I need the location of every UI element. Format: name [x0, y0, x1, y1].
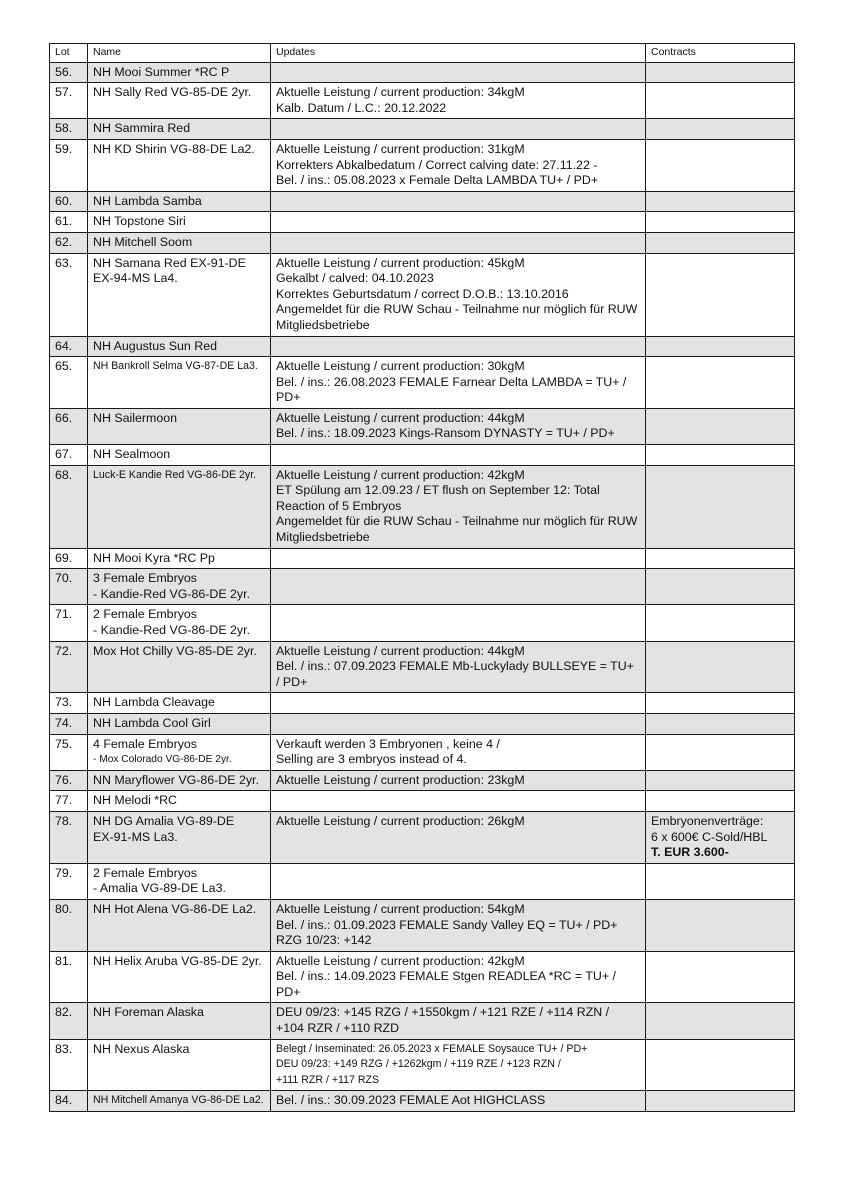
contracts-cell: [646, 191, 795, 212]
name-cell: [88, 734, 271, 770]
cell-line: NH Mooi Summer *RC P: [93, 64, 230, 79]
name-cell: [88, 119, 271, 140]
name-cell: [88, 863, 271, 899]
table-row: [50, 734, 795, 770]
updates-cell: [271, 253, 646, 336]
table-row: [50, 770, 795, 791]
updates-cell: [271, 1039, 646, 1091]
table-row: [50, 232, 795, 253]
name-cell: [88, 357, 271, 409]
name-cell: [88, 1091, 271, 1112]
lots-table: [49, 43, 795, 1112]
updates-cell: [271, 605, 646, 641]
cell-line: Verkauft werden 3 Embryonen , keine 4 /: [276, 736, 500, 751]
table-row: [50, 62, 795, 83]
cell-line: NH Mitchell Soom: [93, 234, 193, 249]
table-row: [50, 336, 795, 357]
lot-cell: 69.: [50, 548, 88, 569]
name-cell: [88, 408, 271, 444]
name-cell: [88, 791, 271, 812]
updates-cell: [271, 139, 646, 191]
lot-cell: 60.: [50, 191, 88, 212]
cell-line: Korrekters Abkalbedatum / Correct calving date: 27.11.22 -: [276, 157, 598, 172]
name-cell: [88, 713, 271, 734]
cell-line: Gekalbt / calved: 04.10.2023: [276, 271, 434, 286]
cell-line: NH Bankroll Selma VG-87-DE La3.: [93, 360, 258, 373]
cell-line: Bel. / ins.: 07.09.2023 FEMALE Mb-Luckylady BULLSEYE = TU+ / PD+: [276, 659, 634, 689]
name-cell: [88, 62, 271, 83]
lot-cell: 83.: [50, 1039, 88, 1091]
cell-line: DEU 09/23: +149 RZG / +1262kgm / +119 RZE / +123 RZN /: [276, 1058, 561, 1071]
contracts-cell: [646, 139, 795, 191]
header-row: [50, 44, 795, 63]
cell-line: NH Mitchell Amanya VG-86-DE La2.: [93, 1094, 264, 1107]
name-cell: [88, 253, 271, 336]
header-name: Name: [88, 44, 271, 63]
table-row: [50, 465, 795, 548]
cell-line: NH Helix Aruba VG-85-DE 2yr.: [93, 953, 262, 968]
cell-line: Aktuelle Leistung / current production: 31kgM: [276, 141, 525, 156]
updates-cell: [271, 119, 646, 140]
contracts-cell: [646, 1003, 795, 1039]
table-row: [50, 191, 795, 212]
cell-line: Selling are 3 embryos instead of 4.: [276, 752, 467, 767]
name-cell: [88, 605, 271, 641]
updates-cell: [271, 445, 646, 466]
cell-line: Aktuelle Leistung / current production: 30kgM: [276, 359, 525, 374]
cell-line: Bel. / ins.: 14.09.2023 FEMALE Stgen READLEA *RC = TU+ / PD+: [276, 969, 616, 999]
cell-line: - Kandie-Red VG-86-DE 2yr.: [93, 586, 251, 601]
updates-cell: [271, 357, 646, 409]
name-cell: [88, 83, 271, 119]
lot-cell: 72.: [50, 641, 88, 693]
table-row: [50, 693, 795, 714]
contracts-cell: [646, 605, 795, 641]
name-cell: [88, 336, 271, 357]
cell-line: NH DG Amalia VG-89-DE: [93, 813, 235, 828]
cell-line: Mox Hot Chilly VG-85-DE 2yr.: [93, 643, 257, 658]
updates-cell: [271, 548, 646, 569]
updates-cell: [271, 811, 646, 863]
lot-cell: 68.: [50, 465, 88, 548]
lot-cell: 84.: [50, 1091, 88, 1112]
cell-line: NH Nexus Alaska: [93, 1041, 190, 1056]
table-row: [50, 445, 795, 466]
updates-cell: [271, 713, 646, 734]
table-row: [50, 791, 795, 812]
name-cell: [88, 951, 271, 1003]
lot-cell: 63.: [50, 253, 88, 336]
lot-cell: 71.: [50, 605, 88, 641]
lot-cell: 57.: [50, 83, 88, 119]
table-row: [50, 212, 795, 233]
updates-cell: [271, 336, 646, 357]
lot-cell: 82.: [50, 1003, 88, 1039]
name-cell: [88, 693, 271, 714]
cell-line: 2 Female Embryos: [93, 865, 197, 880]
contracts-cell: [646, 791, 795, 812]
table-row: [50, 605, 795, 641]
name-cell: [88, 191, 271, 212]
cell-line: Bel. / ins.: 30.09.2023 FEMALE Aot HIGHCLASS: [276, 1093, 546, 1108]
table-row: [50, 863, 795, 899]
lot-cell: 58.: [50, 119, 88, 140]
cell-line: NH Sally Red VG-85-DE 2yr.: [93, 85, 252, 100]
cell-line: Embryonenverträge:: [651, 813, 764, 828]
cell-line: EX-94-MS La4.: [93, 271, 178, 286]
lot-cell: 77.: [50, 791, 88, 812]
updates-cell: [271, 83, 646, 119]
updates-cell: [271, 1003, 646, 1039]
contracts-cell: [646, 811, 795, 863]
cell-line: Angemeldet für die RUW Schau - Teilnahme nur möglich für RUW Mitgliedsbetriebe: [276, 514, 638, 545]
updates-cell: [271, 734, 646, 770]
table-body: [50, 62, 795, 1111]
contracts-cell: [646, 408, 795, 444]
cell-line: NH Topstone Siri: [93, 214, 186, 229]
cell-line: Aktuelle Leistung / current production: 42kgM: [276, 953, 525, 968]
table-row: [50, 119, 795, 140]
cell-line: Aktuelle Leistung / current production: 54kgM: [276, 901, 525, 916]
contracts-cell: [646, 863, 795, 899]
name-cell: [88, 1003, 271, 1039]
cell-line: NH Sealmoon: [93, 447, 171, 462]
cell-line: RZG 10/23: +142: [276, 933, 372, 948]
cell-line: Bel. / ins.: 01.09.2023 FEMALE Sandy Valley EQ = TU+ / PD+: [276, 917, 618, 932]
contracts-cell: [646, 253, 795, 336]
name-cell: [88, 899, 271, 951]
header-updates: Updates: [271, 44, 646, 63]
contracts-cell: [646, 1091, 795, 1112]
name-cell: [88, 569, 271, 605]
name-cell: [88, 232, 271, 253]
contracts-cell: [646, 713, 795, 734]
contracts-cell: [646, 734, 795, 770]
cell-line: 4 Female Embryos: [93, 736, 197, 751]
lot-cell: 62.: [50, 232, 88, 253]
cell-line: NH Foreman Alaska: [93, 1005, 204, 1020]
cell-line: - Kandie-Red VG-86-DE 2yr.: [93, 623, 251, 637]
table-row: [50, 1003, 795, 1039]
cell-line: - Amalia VG-89-DE La3.: [93, 881, 226, 896]
contracts-cell: [646, 899, 795, 951]
cell-line: NH Hot Alena VG-86-DE La2.: [93, 901, 257, 916]
name-cell: [88, 641, 271, 693]
contracts-cell: [646, 357, 795, 409]
contracts-cell: [646, 232, 795, 253]
updates-cell: [271, 569, 646, 605]
table-row: [50, 357, 795, 409]
contracts-cell: [646, 465, 795, 548]
name-cell: [88, 548, 271, 569]
lot-cell: 73.: [50, 693, 88, 714]
updates-cell: [271, 212, 646, 233]
table-row: [50, 899, 795, 951]
lot-cell: 74.: [50, 713, 88, 734]
lot-cell: 79.: [50, 863, 88, 899]
contracts-cell: [646, 336, 795, 357]
cell-line: Aktuelle Leistung / current production: 34kgM: [276, 85, 525, 100]
cell-line: +111 RZR / +117 RZS: [276, 1073, 380, 1086]
contracts-cell: [646, 445, 795, 466]
cell-line: NH Lambda Cool Girl: [93, 715, 211, 730]
name-cell: [88, 465, 271, 548]
contracts-cell: [646, 212, 795, 233]
cell-line: Korrektes Geburtsdatum / correct D.O.B.: 13.10.2016: [276, 286, 569, 301]
contracts-cell: [646, 83, 795, 119]
cell-line: 6 x 600€ C-Sold/HBL: [651, 829, 768, 844]
lot-cell: 76.: [50, 770, 88, 791]
cell-line: 3 Female Embryos: [93, 571, 197, 586]
cell-line: +104 RZR / +110 RZD: [276, 1021, 400, 1036]
table-row: [50, 569, 795, 605]
cell-line: Aktuelle Leistung / current production: 44kgM: [276, 643, 525, 658]
contracts-cell: [646, 548, 795, 569]
contracts-cell: [646, 62, 795, 83]
cell-line: NH Lambda Samba: [93, 193, 202, 208]
table-row: [50, 408, 795, 444]
table-row: [50, 548, 795, 569]
lot-cell: 64.: [50, 336, 88, 357]
cell-line: NH Lambda Cleavage: [93, 695, 215, 710]
cell-line: Aktuelle Leistung / current production: 45kgM: [276, 255, 525, 270]
lot-cell: 56.: [50, 62, 88, 83]
table-row: [50, 139, 795, 191]
cell-line: NH Samana Red EX-91-DE: [93, 255, 246, 270]
updates-cell: [271, 465, 646, 548]
cell-line: Belegt / Inseminated: 26.05.2023 x FEMALE Soysauce TU+ / PD+: [276, 1042, 588, 1055]
updates-cell: [271, 770, 646, 791]
lot-cell: 66.: [50, 408, 88, 444]
table-row: [50, 811, 795, 863]
lot-cell: 70.: [50, 569, 88, 605]
header-lot: Lot: [50, 44, 88, 63]
table-row: [50, 713, 795, 734]
cell-line: T. EUR 3.600-: [651, 845, 729, 860]
cell-line: EX-91-MS La3.: [93, 829, 178, 844]
lot-cell: 61.: [50, 212, 88, 233]
name-cell: [88, 811, 271, 863]
cell-line: Bel. / ins.: 18.09.2023 Kings-Ransom DYNASTY = TU+ / PD+: [276, 426, 615, 441]
updates-cell: [271, 191, 646, 212]
cell-line: - Mox Colorado VG-86-DE 2yr.: [93, 754, 232, 766]
cell-line: NN Maryflower VG-86-DE 2yr.: [93, 772, 259, 787]
cell-line: Bel. / ins.: 26.08.2023 FEMALE Farnear Delta LAMBDA = TU+ / PD+: [276, 374, 627, 405]
cell-line: Aktuelle Leistung / current production: 42kgM: [276, 467, 525, 482]
cell-line: NH Sammira Red: [93, 121, 191, 136]
contracts-cell: [646, 951, 795, 1003]
cell-line: NH Mooi Kyra *RC Pp: [93, 550, 215, 565]
cell-line: NH KD Shirin VG-88-DE La2.: [93, 141, 255, 156]
updates-cell: [271, 791, 646, 812]
cell-line: DEU 09/23: +145 RZG / +1550kgm / +121 RZE / +114 RZN /: [276, 1005, 610, 1020]
lot-cell: 80.: [50, 899, 88, 951]
updates-cell: [271, 1091, 646, 1112]
table-row: [50, 1091, 795, 1112]
name-cell: [88, 212, 271, 233]
name-cell: [88, 1039, 271, 1091]
cell-line: 2 Female Embryos: [93, 607, 197, 622]
lot-cell: 67.: [50, 445, 88, 466]
header-contracts: Contracts: [646, 44, 795, 63]
updates-cell: [271, 408, 646, 444]
cell-line: Bel. / ins.: 05.08.2023 x Female Delta LAMBDA TU+ / PD+: [276, 173, 599, 188]
name-cell: [88, 445, 271, 466]
table-row: [50, 951, 795, 1003]
cell-line: NH Augustus Sun Red: [93, 338, 217, 353]
cell-line: Aktuelle Leistung / current production: 44kgM: [276, 410, 525, 425]
updates-cell: [271, 951, 646, 1003]
contracts-cell: [646, 569, 795, 605]
lot-cell: 78.: [50, 811, 88, 863]
table-row: [50, 1039, 795, 1091]
cell-line: NH Sailermoon: [93, 410, 178, 425]
updates-cell: [271, 232, 646, 253]
updates-cell: [271, 641, 646, 693]
cell-line: Angemeldet für die RUW Schau - Teilnahme nur möglich für RUW Mitgliedsbetriebe: [276, 302, 638, 332]
cell-line: Kalb. Datum / L.C.: 20.12.2022: [276, 100, 447, 115]
table-row: [50, 253, 795, 336]
updates-cell: [271, 899, 646, 951]
updates-cell: [271, 62, 646, 83]
table-row: [50, 641, 795, 693]
contracts-cell: [646, 693, 795, 714]
table-row: [50, 83, 795, 119]
cell-line: Aktuelle Leistung / current production: 26kgM: [276, 813, 525, 828]
lot-cell: 65.: [50, 357, 88, 409]
cell-line: Aktuelle Leistung / current production: 23kgM: [276, 772, 525, 787]
cell-line: NH Melodi *RC: [93, 793, 177, 808]
lot-cell: 59.: [50, 139, 88, 191]
cell-line: ET Spülung am 12.09.23 / ET flush on September 12: Total Reaction of 5 Embryos: [276, 483, 600, 513]
name-cell: [88, 139, 271, 191]
updates-cell: [271, 693, 646, 714]
contracts-cell: [646, 641, 795, 693]
cell-line: Luck-E Kandie Red VG-86-DE 2yr.: [93, 468, 257, 481]
lot-cell: 81.: [50, 951, 88, 1003]
contracts-cell: [646, 770, 795, 791]
contracts-cell: [646, 1039, 795, 1091]
updates-cell: [271, 863, 646, 899]
lot-cell: 75.: [50, 734, 88, 770]
name-cell: [88, 770, 271, 791]
contracts-cell: [646, 119, 795, 140]
